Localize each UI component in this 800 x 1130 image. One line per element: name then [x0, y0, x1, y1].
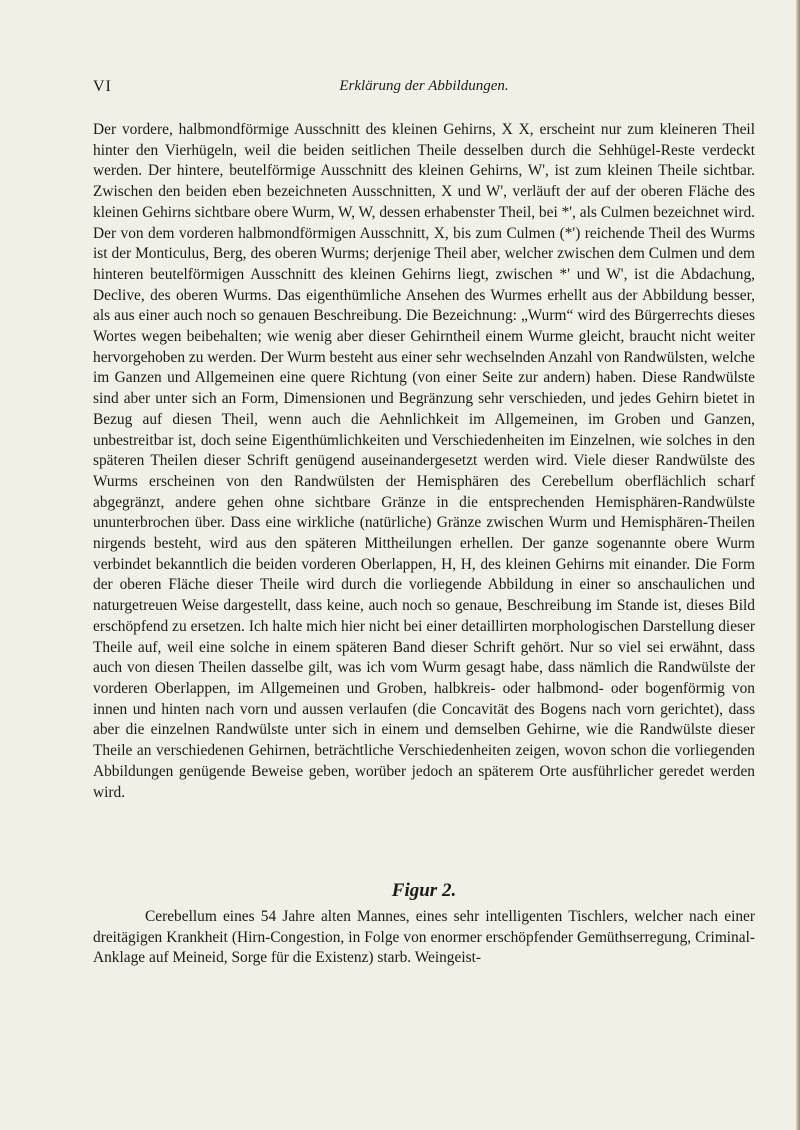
figure-description	[93, 907, 755, 969]
page-edge	[796, 0, 800, 1130]
page-number: VI	[93, 78, 112, 95]
figure-paragraph: Cerebellum eines 54 Jahre alten Mannes, eines sehr intelligenten Tischlers, welcher nach einer dreitägigen Krankheit (Hirn-Congestion, in Folge von enormer erschöpfender Gemüthserregung, Criminal-Anklage auf Meineid, Sorge für die Existenz) starb. Weingeist-	[93, 908, 755, 967]
page-header	[93, 78, 755, 102]
body-text	[93, 120, 755, 803]
figure-heading: Figur 2.	[391, 880, 457, 901]
body-paragraph: Der vordere, halbmondförmige Ausschnitt des kleinen Gehirns, X X, erscheint nur zum kleineren Theil hinter den Vierhügeln, weil die beiden seitlichen Theile desselben durch die Sehhügel-Reste verdeckt werden. Der hintere, beutelförmige Ausschnitt des kleinen Gehirns, W', ist zum kleinen Theile sichtbar. Zwischen den beiden eben bezeichneten Ausschnitten, X und W', verläuft der auf der oberen Fläche des kleinen Gehirns sichtbare obere Wurm, W, W, dessen erhabenster Theil, bei *', als Culmen bezeichnet wird. Der von dem vorderen halbmondförmigen Ausschnitt, X, bis zum Culmen (*') reichende Theil des Wurms ist der Monticulus, Berg, des oberen Wurms; derjenige Theil aber, welcher zwischen dem Culmen und dem hinteren beutelförmigen Ausschnitt des kleinen Gehirns liegt, zwischen *' und W', ist die Abdachung, Declive, des oberen Wurms. Das eigenthümliche Ansehen des Wurmes erhellt aus der Abbildung besser, als aus einer auch noch so genauen Beschreibung. Die Bezeichnung: „Wurm“ wird des Bürgerrechts dieses Wortes wegen beibehalten; wie wenig aber dieser Gehirntheil einem Wurme gleicht, braucht nicht weiter hervorgehoben zu werden. Der Wurm besteht aus einer sehr wechselnden Anzahl von Randwülsten, welche im Ganzen und Allgemeinen eine quere Richtung (von einer Seite zur andern) haben. Diese Randwülste sind aber unter sich an Form, Dimensionen und Begränzung sehr verschieden, und jedes Gehirn bietet in Bezug auf diesen Theil, wenn auch die Aehnlichkeit im Allgemeinen, im Groben und Ganzen, unbestreitbar ist, doch seine Eigenthümlichkeiten und Verschiedenheiten im Einzelnen, wie solches in den späteren Theilen dieser Schrift genügend auseinandergesetzt werden wird. Viele dieser Randwülste des Wurms erscheinen von den Randwülsten der Hemisphären des Cerebellum oberflächlich scharf abgegränzt, andere gehen ohne sichtbare Gränze in die entsprechenden Hemisphären-Randwülste ununterbrochen über. Dass eine wirkliche (natürliche) Gränze zwischen Wurm und Hemisphären-Theilen nirgends besteht, wird aus den späteren Mittheilungen erhellen. Der ganze sogenannte obere Wurm verbindet bekanntlich die beiden vorderen Oberlappen, H, H, des kleinen Gehirns mit einander. Die Form der oberen Fläche dieser Theile wird durch die vorliegende Abbildung in einer so anschaulichen und naturgetreuen Weise dargestellt, dass keine, auch noch so genaue, Beschreibung im Stande ist, dieses Bild erschöpfend zu ersetzen. Ich halte mich hier nicht bei einer detaillirten morphologischen Darstellung dieser Theile auf, weil eine solche in einem späteren Band dieser Schrift gehört. Nur so viel sei erwähnt, dass auch von diesen Theilen dasselbe gilt, was ich vom Wurm gesagt habe, dass nämlich die Randwülste der vorderen Oberlappen, im Allgemeinen und Groben, halbkreis- oder halbmond- oder bogenförmig von innen und hinten nach vorn und aussen verlaufen (die Concavität des Bogens nach vorn gerichtet), dass aber die einzelnen Randwülste unter sich in einem und demselben Gehirne, wie die Randwülste dieser Theile an verschiedenen Gehirnen, beträchtliche Verschiedenheiten zeigen, wovon schon die vorliegenden Abbildungen genügende Beweise geben, worüber jedoch an späterem Orte ausführlicher geredet werden wird.	[93, 121, 755, 801]
running-title: Erklärung der Abbildungen.	[339, 78, 509, 94]
